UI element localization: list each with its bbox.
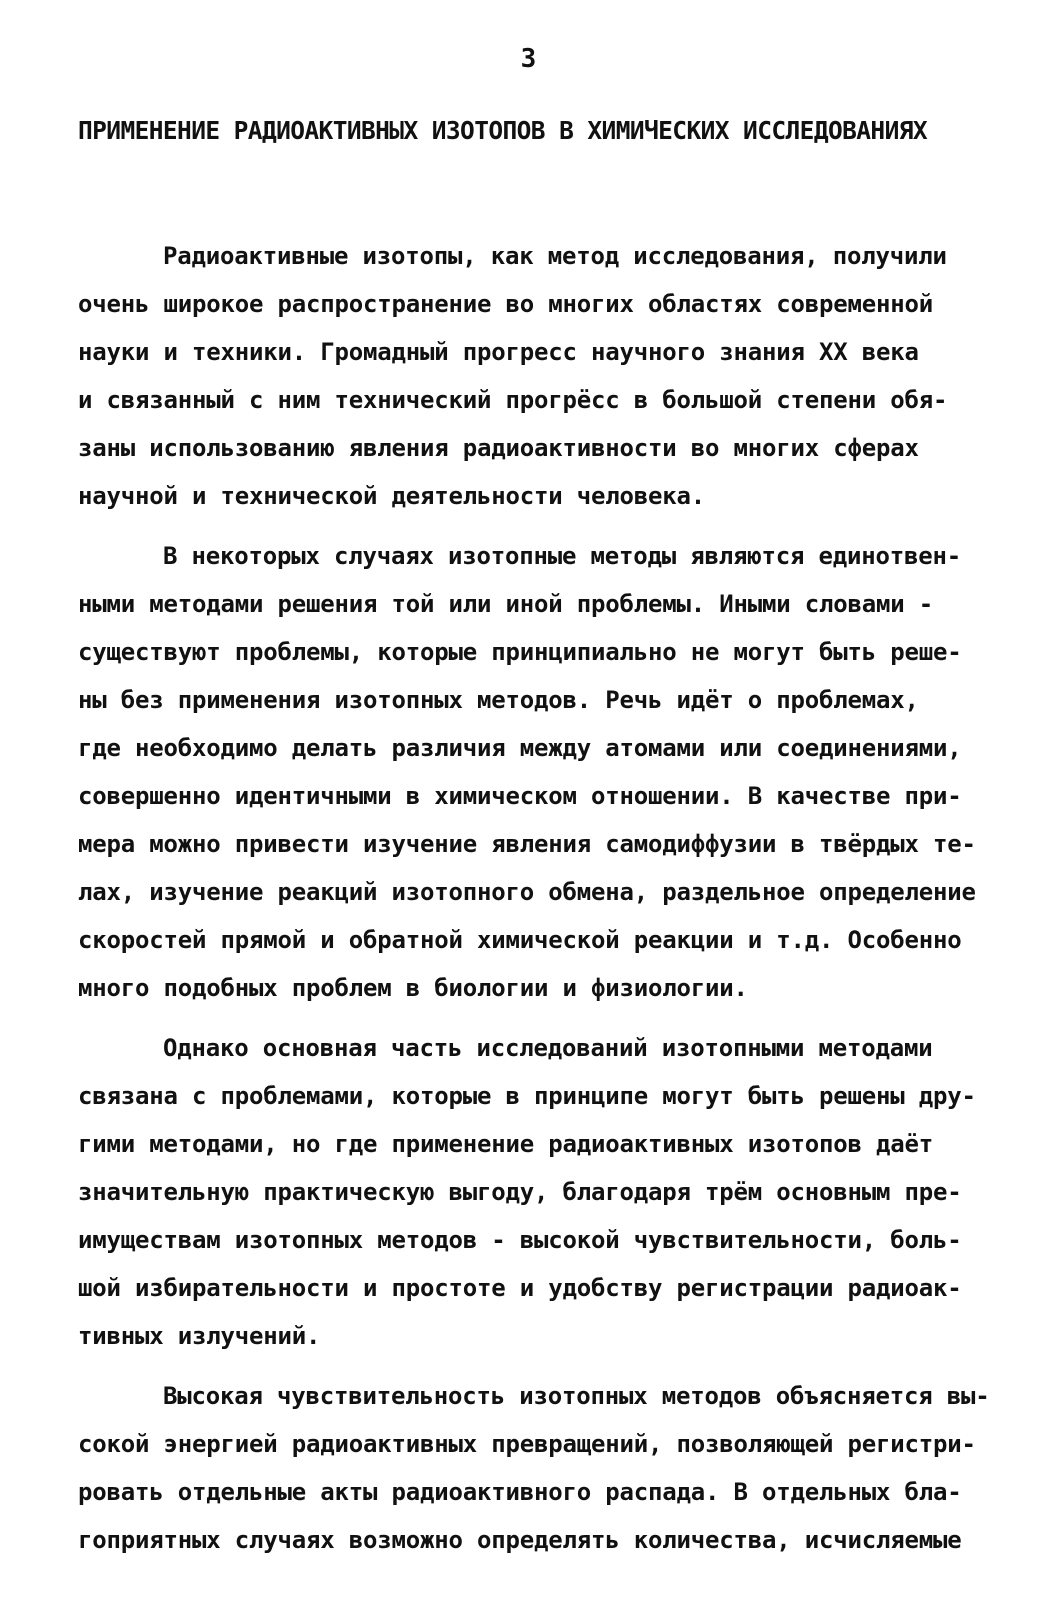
text-line: шой избирательности и простоте и удобству регистрации радиоак- [78, 1274, 962, 1302]
text-line: и связанный с ним технический прогрёсс в большой степени обя- [78, 386, 948, 414]
page-number: 3 [520, 44, 537, 74]
text-line: мера можно привести изучение явления самодиффузии в твёрдых те- [78, 830, 976, 858]
page-title: ПРИМЕНЕНИЕ РАДИОАКТИВНЫХ ИЗОТОПОВ В ХИМИЧЕСКИХ ИССЛЕДОВАНИЯХ [78, 116, 928, 145]
text-line: Радиоактивные изотопы, как метод исследования, получили [163, 242, 947, 270]
text-line: где необходимо делать различия между атомами или соединениями, [78, 734, 962, 762]
paragraph [78, 532, 998, 1012]
text-line: лах, изучение реакций изотопного обмена, раздельное определение [78, 878, 976, 906]
text-line: значительную практическую выгоду, благодаря трём основным пре- [78, 1178, 962, 1206]
text-line: гими методами, но где применение радиоактивных изотопов даёт [78, 1130, 933, 1158]
text-line: существуют проблемы, которые принципиально не могут быть реше- [78, 638, 962, 666]
text-line: заны использованию явления радиоактивности во многих сферах [78, 434, 919, 462]
text-line: Однако основная часть исследований изотопными методами [163, 1034, 933, 1062]
paragraph [78, 1372, 998, 1564]
text-line: научной и технической деятельности человека. [78, 482, 705, 510]
text-line: гоприятных случаях возможно определять количества, исчисляемые [78, 1526, 962, 1554]
text-line: Высокая чувствительность изотопных методов объясняется вы- [163, 1382, 990, 1410]
text-line: имуществам изотопных методов - высокой чувствительности, боль- [78, 1226, 962, 1254]
text-line: ны без применения изотопных методов. Речь идёт о проблемах, [78, 686, 919, 714]
paragraph [78, 232, 998, 520]
text-line: ровать отдельные акты радиоактивного распада. В отдельных бла- [78, 1478, 962, 1506]
text-line: много подобных проблем в биологии и физиологии. [78, 974, 748, 1002]
body-text [78, 232, 998, 1576]
text-line: совершенно идентичными в химическом отношении. В качестве при- [78, 782, 962, 810]
text-line: тивных излучений. [78, 1322, 321, 1350]
text-line: сокой энергией радиоактивных превращений, позволяющей регистри- [78, 1430, 976, 1458]
text-line: связана с проблемами, которые в принципе могут быть решены дру- [78, 1082, 976, 1110]
text-line: науки и техники. Громадный прогресс научного знания XX века [78, 338, 919, 366]
text-line: ными методами решения той или иной проблемы. Иными словами - [78, 590, 933, 618]
text-line: В некоторых случаях изотопные методы являются единотвен- [163, 542, 961, 570]
text-line: скоростей прямой и обратной химической реакции и т.д. Особенно [78, 926, 962, 954]
text-line: очень широкое распространение во многих областях современной [78, 290, 933, 318]
paragraph [78, 1024, 998, 1360]
